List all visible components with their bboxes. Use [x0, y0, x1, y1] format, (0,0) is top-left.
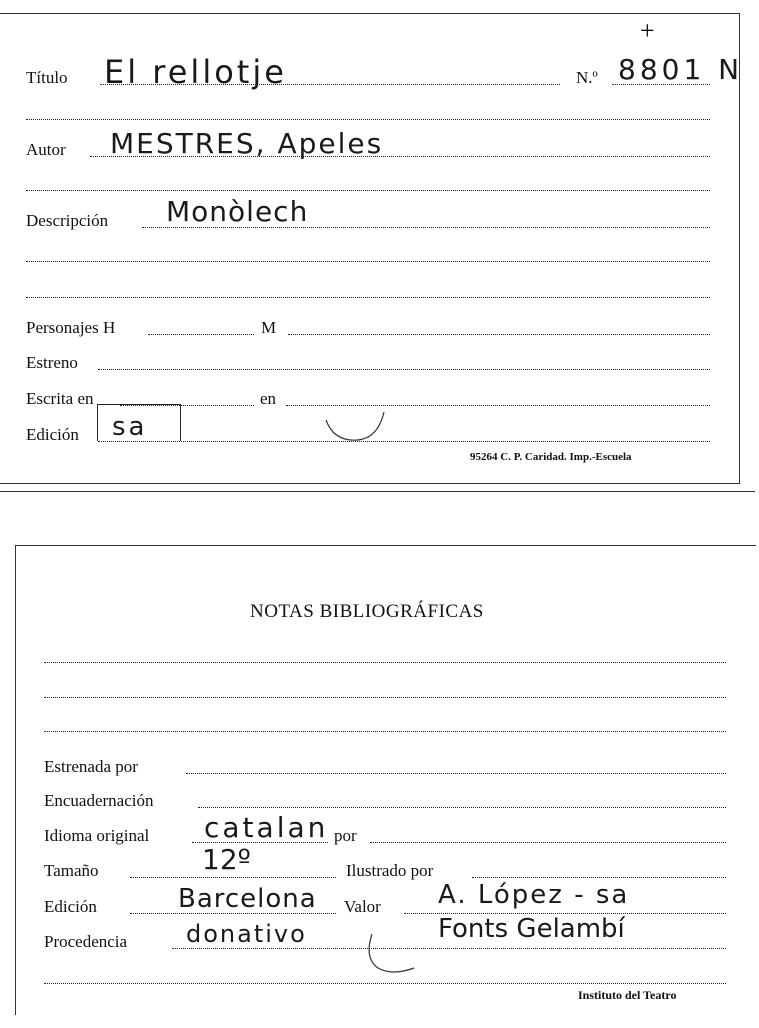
- punch-hole-mark-2: [364, 930, 424, 976]
- titulo-extra-line: [26, 119, 710, 120]
- descripcion-extra-line-2: [26, 297, 710, 298]
- procedencia-label: Procedencia: [44, 932, 128, 951]
- cross-mark: +: [640, 16, 655, 45]
- tamano-label: Tamaño: [44, 861, 99, 880]
- valor-value: A. López - sa: [438, 880, 630, 910]
- notas-line-3: [44, 731, 726, 732]
- ilustrado-label: Ilustrado por: [346, 861, 434, 880]
- procedencia-line: [172, 948, 726, 949]
- edicion-line: [98, 441, 710, 442]
- autor-extra-line: [26, 190, 710, 191]
- escrita-en-label: en: [260, 389, 277, 408]
- estreno-line: [98, 369, 710, 370]
- escrita-label: Escrita en: [26, 389, 94, 408]
- encuadernacion-label: Encuadernación: [44, 791, 154, 810]
- numero-label: N.º: [576, 68, 598, 87]
- encuadernacion-line: [198, 807, 726, 808]
- procedencia-extra-line: [44, 983, 726, 984]
- estreno-label: Estreno: [26, 353, 78, 372]
- personajes-m-label: M: [261, 318, 277, 337]
- autor-value: MESTRES, Apeles: [110, 127, 384, 160]
- edicion2-label: Edición: [44, 897, 97, 916]
- idioma-por-label: por: [334, 826, 357, 845]
- descripcion-label: Descripción: [26, 211, 109, 230]
- personajes-h-line: [148, 334, 254, 335]
- fondo-value: Fonts Gelambí: [438, 914, 625, 944]
- descripcion-value: Monòlech: [166, 195, 309, 228]
- tamano-line: [130, 877, 336, 878]
- edicion-label: Edición: [26, 425, 79, 444]
- punch-hole-mark: [322, 400, 392, 446]
- titulo-label: Título: [26, 68, 68, 87]
- card1-top-border: [0, 13, 740, 14]
- valor-label: Valor: [344, 897, 381, 916]
- titulo-value: El rellotje: [104, 53, 287, 91]
- estrenada-line: [186, 773, 726, 774]
- autor-label: Autor: [26, 140, 66, 159]
- printer-imprint: 95264 C. P. Caridad. Imp.-Escuela: [470, 451, 632, 463]
- edicion-value: sa: [112, 412, 148, 442]
- notas-heading: NOTAS BIBLIOGRÁFICAS: [250, 601, 484, 622]
- card1-bottom-border: [0, 483, 740, 484]
- edicion2-value: Barcelona: [178, 884, 317, 914]
- personajes-m-line: [288, 334, 710, 335]
- ilustrado-line: [472, 877, 726, 878]
- footer-institute: Instituto del Teatro: [578, 988, 677, 1002]
- card2-top-border: [16, 545, 756, 546]
- descripcion-extra-line-1: [26, 261, 710, 262]
- notas-line-1: [44, 662, 726, 663]
- procedencia-value: donativo: [186, 920, 307, 948]
- card-separator: [0, 491, 755, 492]
- idioma-por-line: [370, 842, 726, 843]
- estrenada-label: Estrenada por: [44, 757, 138, 776]
- idioma-value: catalan: [204, 811, 329, 844]
- card2-left-border: [15, 545, 16, 1015]
- personajes-label: Personajes H: [26, 318, 116, 337]
- numero-value: 8801 N: [618, 53, 744, 86]
- tamano-value: 12º: [202, 843, 251, 876]
- idioma-label: Idioma original: [44, 826, 150, 845]
- notas-line-2: [44, 697, 726, 698]
